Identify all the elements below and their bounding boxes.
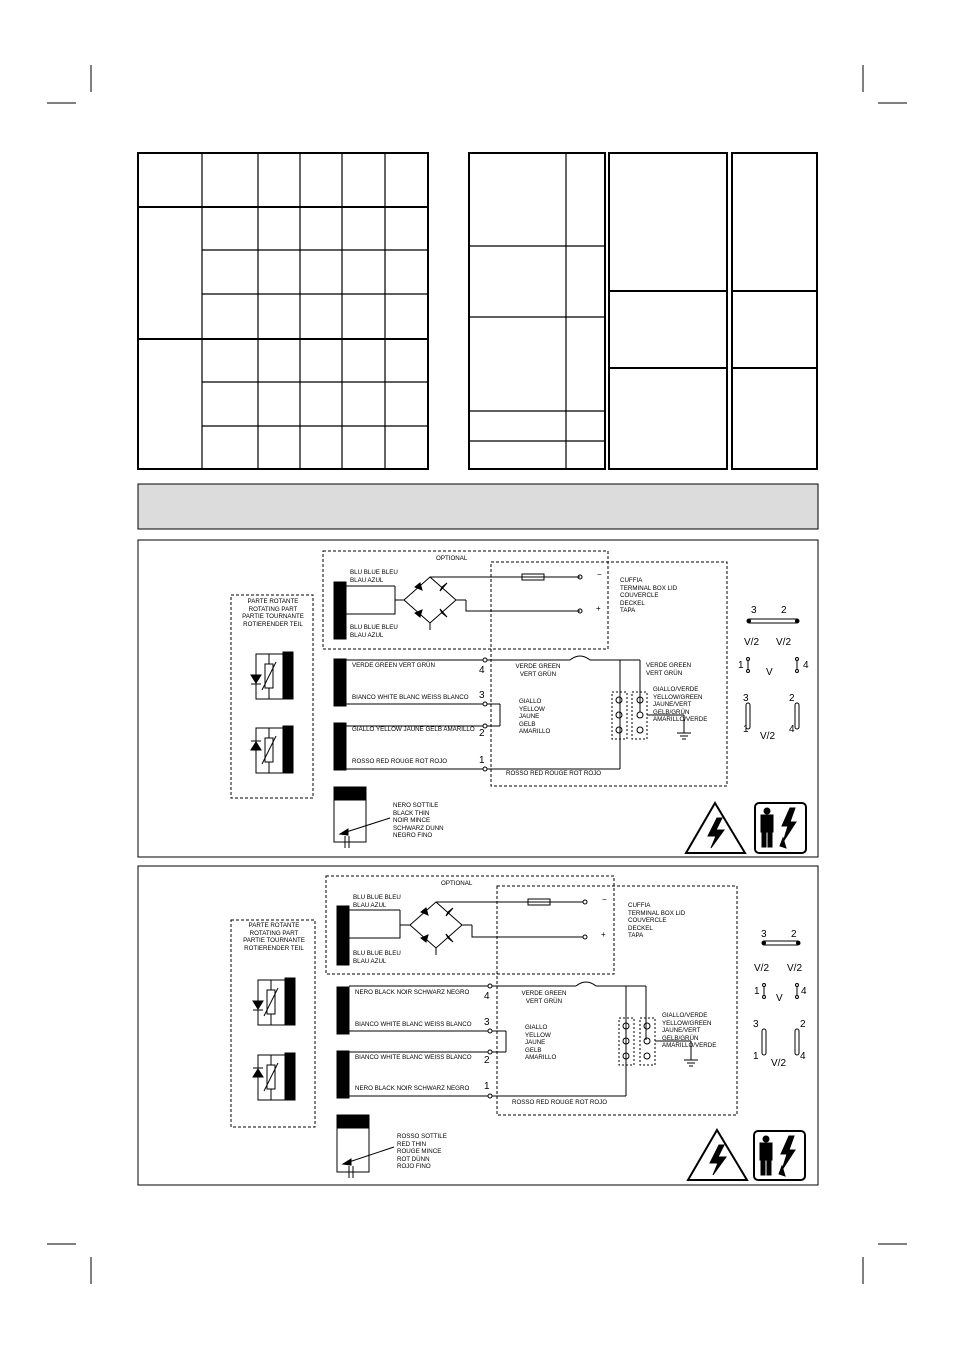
wire-1-label-1: VERDE GREEN VERT GRÜN (352, 662, 435, 669)
conn2-t1b: 1 (753, 1051, 759, 1062)
right-green-label-1: VERDE GREEN VERT GRÜN (646, 662, 692, 677)
conn2-t4b: 4 (800, 1051, 806, 1062)
conn1-v2b: V/2 (760, 731, 776, 742)
bottom-red-label-1: ROSSO RED ROUGE ROT ROJO (506, 770, 602, 777)
optional-label-2: OPTIONAL (441, 880, 473, 887)
terminal-1-2: 1 (484, 1081, 490, 1092)
terminal-2-2: 2 (484, 1055, 490, 1066)
wire-2-label-1: BIANCO WHITE BLANC WEISS BLANCO (352, 694, 469, 701)
inner-yellow-label-2: GIALLO YELLOW JAUNE GELB AMARILLO (525, 1024, 557, 1062)
conn2-v2b: V/2 (771, 1058, 787, 1069)
conn1-v2-left: V/2 (744, 637, 760, 648)
terminal-box-label-1: CUFFIA TERMINAL BOX LID COUVERCLE DECKEL TAPA (620, 577, 678, 615)
conn1-t3: 3 (751, 605, 757, 616)
rotating-part-label-2: PARTE ROTANTE ROTATING PART PARTIE TOURNANTE ROTIERENDER TEIL (243, 922, 305, 952)
conn2-t4: 4 (801, 986, 807, 997)
conn2-t1: 1 (754, 986, 760, 997)
blue-top-label-1: BLU BLUE BLEU BLAU AZUL (350, 569, 398, 584)
conn1-t2: 2 (781, 605, 787, 616)
wire-2-label-2: BIANCO WHITE BLANC WEISS BLANCO (355, 1021, 472, 1028)
terminal-3-1: 3 (479, 690, 485, 701)
minus-1: − (597, 570, 602, 579)
thin-wire-label-1: NERO SOTTILE BLACK THIN NOIR MINCE SCHWARZ DUNN NEGRO FINO (393, 802, 444, 840)
table-right (609, 153, 817, 469)
terminal-1-1: 1 (479, 755, 485, 766)
conn2-t2b: 2 (800, 1019, 806, 1030)
terminal-3-2: 3 (484, 1017, 490, 1028)
conn2-v2-left: V/2 (754, 963, 770, 974)
conn1-t2b: 2 (789, 693, 795, 704)
terminal-4-1: 4 (479, 665, 485, 676)
inner-yellow-label-1: GIALLO YELLOW JAUNE GELB AMARILLO (519, 698, 551, 736)
blue-bottom-label-2: BLU BLUE BLEU BLAU AZUL (353, 950, 401, 965)
conn2-t3: 3 (761, 929, 767, 940)
terminal-4-2: 4 (484, 991, 490, 1002)
conn1-v2-right: V/2 (776, 637, 792, 648)
ground-label-2: GIALLO/VERDE YELLOW/GREEN JAUNE/VERT GELB/GRÜN AMARILLO/VERDE (662, 1012, 717, 1050)
terminal-2-1: 2 (479, 728, 485, 739)
conn1-t3b: 3 (743, 693, 749, 704)
conn2-t2: 2 (791, 929, 797, 940)
conn2-v: V (776, 993, 783, 1004)
wire-3-label-2: BIANCO WHITE BLANC WEISS BLANCO (355, 1054, 472, 1061)
conn1-t4b: 4 (789, 724, 795, 735)
blue-top-label-2: BLU BLUE BLEU BLAU AZUL (353, 894, 401, 909)
rotating-part-label-1: PARTE ROTANTE ROTATING PART PARTIE TOURNANTE ROTIERENDER TEIL (242, 598, 304, 628)
optional-label-1: OPTIONAL (436, 555, 468, 562)
conn1-t4: 4 (803, 660, 809, 671)
wire-1-label-2: NERO BLACK NOIR SCHWARZ NEGRO (355, 989, 470, 996)
wire-3-label-1: GIALLO YELLOW JAUNE GELB AMARILLO (352, 726, 475, 733)
conn2-t3b: 3 (753, 1019, 759, 1030)
conn2-v2-right: V/2 (787, 963, 803, 974)
conn1-v: V (766, 667, 773, 678)
crop-marks (47, 65, 907, 1284)
terminal-box-label-2: CUFFIA TERMINAL BOX LID COUVERCLE DECKEL TAPA (628, 902, 686, 940)
conn1-t1b: 1 (743, 724, 749, 735)
inner-green-label-1: VERDE GREEN VERT GRÜN (515, 663, 561, 678)
plus-1: + (596, 604, 601, 613)
table-left (138, 153, 428, 469)
plus-2: + (601, 930, 606, 939)
diagram-1 (138, 540, 818, 857)
grey-band (138, 484, 818, 529)
bottom-red-label-2: ROSSO RED ROUGE ROT ROJO (512, 1099, 608, 1106)
conn1-t1: 1 (738, 660, 744, 671)
minus-2: − (602, 895, 607, 904)
ground-label-1: GIALLO/VERDE YELLOW/GREEN JAUNE/VERT GELB/GRÜN AMARILLO/VERDE (653, 686, 708, 724)
wire-4-label-2: NERO BLACK NOIR SCHWARZ NEGRO (355, 1085, 470, 1092)
blue-bottom-label-1: BLU BLUE BLEU BLAU AZUL (350, 624, 398, 639)
inner-green-label-2: VERDE GREEN VERT GRÜN (521, 990, 567, 1005)
table-middle (469, 153, 605, 469)
thin-wire-label-2: ROSSO SOTTILE RED THIN ROUGE MINCE ROT DÜNN ROJO FINO (397, 1133, 447, 1171)
wire-4-label-1: ROSSO RED ROUGE ROT ROJO (352, 758, 448, 765)
